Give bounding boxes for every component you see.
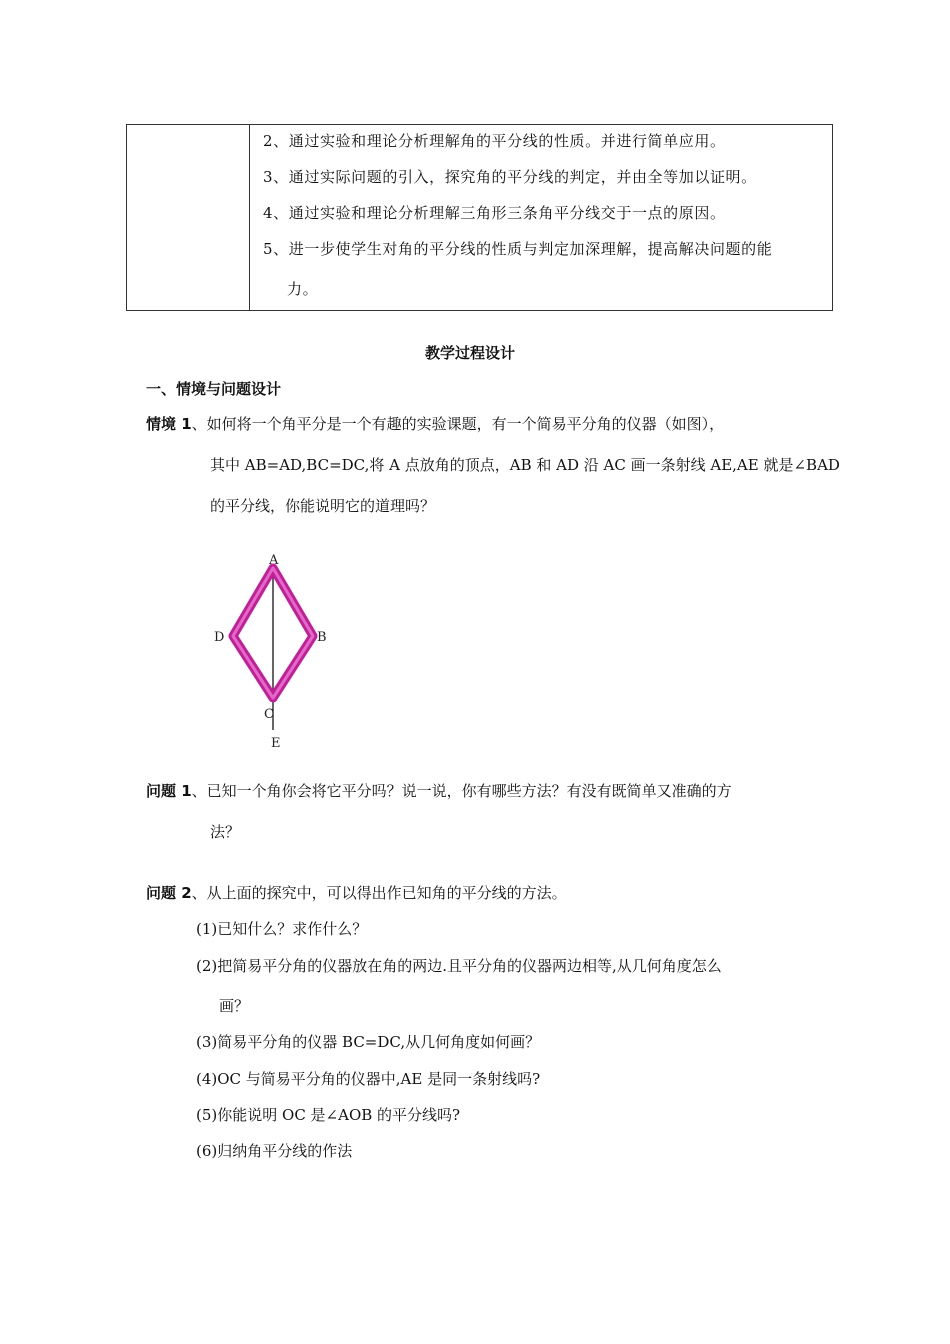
question-1-line-1 [146,780,732,801]
objective-item-2: 2、通过实验和理论分析理解角的平分线的性质。并进行简单应用。 [263,132,726,150]
objective-item-4: 4、通过实验和理论分析理解三角形三条角平分线交于一点的原因。 [263,204,726,222]
section-heading: 一、情境与问题设计 [146,380,282,398]
question-1-text: 、已知一个角你会将它平分吗？说一说，你有哪些方法？有没有既简单又准确的方 [191,782,732,800]
objectives-table [126,124,833,311]
situation-1-line-3: 的平分线，你能说明它的道理吗？ [210,497,436,515]
question-2-item-5: (5)你能说明 OC 是∠AOB 的平分线吗? [196,1106,461,1124]
question-2-item-2: (2)把简易平分角的仪器放在角的两边.且平分角的仪器两边相等,从几何角度怎么 [196,957,722,975]
objective-item-3: 3、通过实际问题的引入，探究角的平分线的判定，并由全等加以证明。 [263,168,757,186]
question-2-text: 、从上面的探究中，可以得出作已知角的平分线的方法。 [191,884,567,902]
situation-1-line-2: 其中 AB=AD,BC=DC,将 A 点放角的顶点，AB 和 AD 沿 AC 画一条射线 AE,AE 就是∠BAD [210,456,840,474]
situation-1-label: 情境 1 [146,415,192,433]
label-a: A [269,553,279,568]
label-e: E [271,736,281,751]
question-2-label: 问题 2 [146,884,192,902]
question-2-item-1: (1)已知什么？求作什么？ [196,920,368,938]
page-title: 教学过程设计 [425,344,516,362]
objective-item-5: 5、进一步使学生对角的平分线的性质与判定加深理解，提高解决问题的能 [263,240,773,258]
question-2-item-6: (6)归纳角平分线的作法 [196,1142,353,1160]
label-b: B [317,630,327,645]
question-2-item-3: (3)简易平分角的仪器 BC=DC,从几何角度如何画？ [196,1033,541,1051]
situation-1-line-1 [146,413,724,434]
label-d: D [214,630,225,645]
question-2-item-4: (4)OC 与简易平分角的仪器中,AE 是同一条射线吗? [196,1070,541,1088]
table-left-cell [127,125,250,310]
angle-bisector-instrument-figure [200,548,350,758]
question-2-line [146,882,567,903]
question-1-line-2: 法？ [210,823,241,841]
question-1-label: 问题 1 [146,782,192,800]
objective-item-5-continued: 力。 [287,280,319,298]
question-2-item-2-continued: 画？ [219,997,250,1015]
label-c: C [264,707,274,722]
situation-1-text: 、如何将一个角平分是一个有趣的实验课题，有一个简易平分角的仪器（如图）， [191,415,725,433]
